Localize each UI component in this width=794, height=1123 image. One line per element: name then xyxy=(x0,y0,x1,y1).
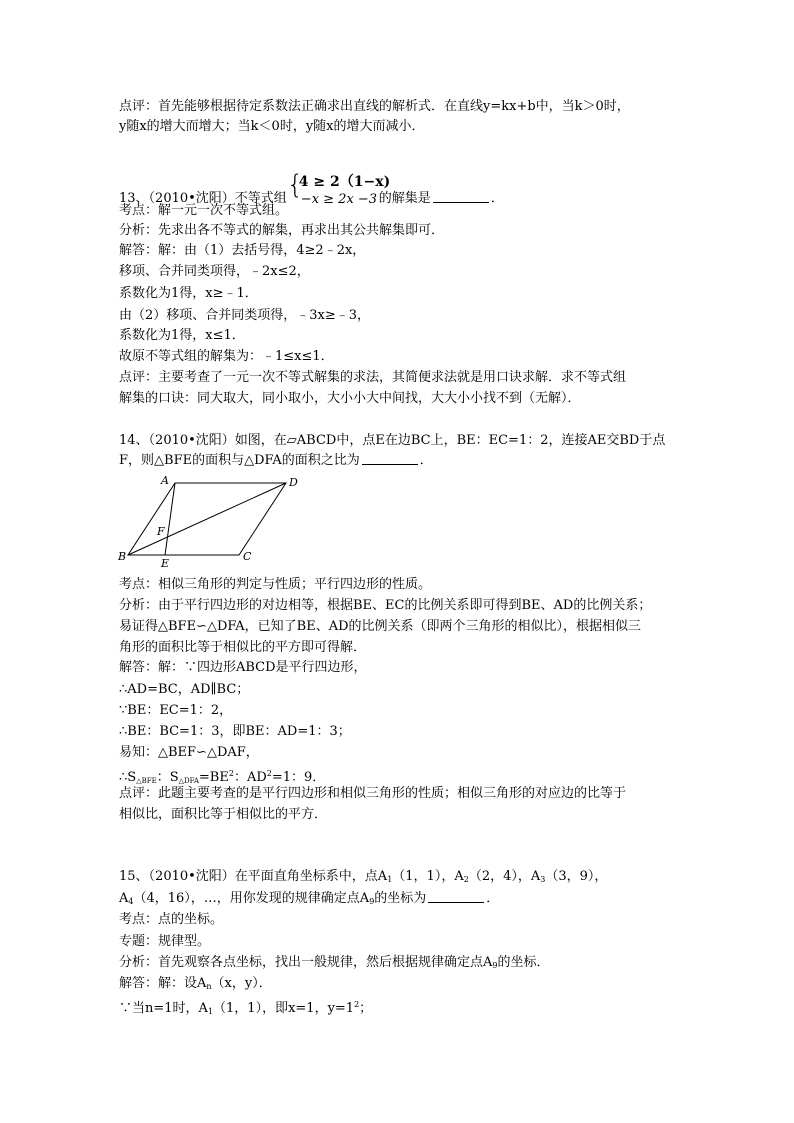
p14-jieda-5 xyxy=(119,743,259,763)
label-c: C xyxy=(243,550,252,563)
label-b: B xyxy=(118,550,127,563)
text: 系数化为1得，x≤1． xyxy=(119,328,245,343)
text: 的坐标为 xyxy=(374,891,427,906)
text: （3，9）， xyxy=(545,869,608,884)
p14-kaodian xyxy=(119,575,431,595)
text: 专题：规律型。 xyxy=(119,934,211,949)
label-e: E xyxy=(161,557,170,568)
subscript: 3 xyxy=(540,875,546,884)
text: ：S xyxy=(156,770,179,785)
p14-fenxi-1 xyxy=(119,596,651,616)
text: 解集的口诀：同大取大，同小取小，大小小大中间找，大大小小找不到（无解）． xyxy=(119,391,581,406)
text: ∵BE：EC=1：2， xyxy=(119,703,233,718)
p12-comment-line-1 xyxy=(119,97,630,117)
text: （1，1），A xyxy=(392,869,464,884)
text: ∴AD=BC，AD∥BC； xyxy=(119,682,250,697)
p14-dianping-2 xyxy=(119,805,327,825)
text: ∴S xyxy=(119,770,137,785)
text: 解答：解：∵四边形ABCD是平行四边形， xyxy=(119,660,367,675)
subscript: 9 xyxy=(492,961,498,970)
text: 的解集是 xyxy=(378,191,431,206)
p13-kaodian xyxy=(119,201,288,221)
text: （x，y）． xyxy=(211,976,272,991)
p13-jieda-5 xyxy=(119,326,245,346)
p15-stem-1 xyxy=(119,867,607,890)
text: 系数化为1得，x≥﹣1． xyxy=(119,286,258,301)
text: 易知：△BEF∽△DAF， xyxy=(119,745,259,760)
text: 考点：相似三角形的判定与性质；平行四边形的性质。 xyxy=(119,577,432,592)
p14-stem-2 xyxy=(119,451,433,471)
text: 点评：首先能够根据待定系数法正确求出直线的解析式．在直线y=kx+b中，当k＞0时， xyxy=(119,99,630,114)
text: （2，4），A xyxy=(468,869,541,884)
text: 点评：主要考查了一元一次不等式解集的求法，其简便求法就是用口诀求解．求不等式组 xyxy=(119,370,627,385)
p14-jieda-4 xyxy=(119,722,351,742)
p13-jieda-2 xyxy=(119,262,310,282)
answer-blank xyxy=(428,890,484,903)
text: ． xyxy=(419,453,433,468)
text: 由（2）移项、合并同类项得，﹣3x≥﹣3， xyxy=(119,308,371,323)
label-d: D xyxy=(289,476,298,489)
p14-jieda-2 xyxy=(119,680,249,700)
text: =BE xyxy=(198,770,229,785)
p15-fenxi xyxy=(119,953,550,976)
text: 移项、合并同类项得，﹣2x≤2， xyxy=(119,264,310,279)
p14-fenxi-3 xyxy=(119,638,366,658)
p13-dianping-1 xyxy=(119,368,626,388)
text: （1，1），即x=1，y=1 xyxy=(213,1001,355,1016)
text: 解答：解：设A xyxy=(119,976,207,991)
p13-dianping-2 xyxy=(119,389,581,409)
inequality-system xyxy=(286,170,391,208)
text: 的坐标． xyxy=(497,955,550,970)
text: 考点：解一元一次不等式组。 xyxy=(119,203,289,218)
p15-zhuanti xyxy=(119,932,210,952)
subscript: n xyxy=(206,982,212,991)
subscript: 1 xyxy=(207,1007,214,1016)
subscript: △DFA xyxy=(178,777,199,785)
text: ． xyxy=(486,891,500,906)
parallelogram-figure xyxy=(113,470,313,568)
answer-blank xyxy=(433,190,489,203)
p14-jieda-3 xyxy=(119,701,232,721)
subscript: 2 xyxy=(463,875,469,884)
text: ∴BE：BC=1：3，即BE：AD=1：3； xyxy=(119,724,351,739)
p15-jieda-1 xyxy=(119,974,272,997)
inequality-row-2: −x ≥ 2x −3 xyxy=(300,192,378,207)
p13-jieda-1 xyxy=(119,241,365,261)
subscript: 9 xyxy=(369,897,375,906)
text: F，则△BFE的面积与△DFA的面积之比为 xyxy=(119,453,360,468)
text: 分析：先求出各不等式的解集，再求出其公共解集即可． xyxy=(119,223,445,238)
segment-ae xyxy=(165,483,175,555)
label-a: A xyxy=(161,474,169,487)
superscript: 2 xyxy=(354,1000,360,1009)
p15-kaodian xyxy=(119,910,223,930)
text: A xyxy=(119,891,129,906)
text: 14、（2010•沈阳）如图，在▱ABCD中，点E在边BC上，BE：EC=1：2，连接AE交BD于点 xyxy=(119,433,666,448)
text: =1：9． xyxy=(271,770,326,785)
p13-fenxi xyxy=(119,221,444,241)
p15-jieda-2 xyxy=(119,995,372,1022)
text: ； xyxy=(359,1001,373,1016)
text: 相似比，面积比等于相似比的平方． xyxy=(119,807,328,822)
superscript: 2 xyxy=(266,769,272,778)
text: 分析：首先观察各点坐标，找出一般规律，然后根据规律确定点A xyxy=(119,955,493,970)
p15-stem-2 xyxy=(119,889,499,912)
p14-fenxi-2 xyxy=(119,617,641,637)
text: 解答：解：由（1）去括号得，4≥2﹣2x， xyxy=(119,243,366,258)
text: 易证得△BFE∽△DFA，已知了BE、AD的比例关系（即两个三角形的相似比），根据相似三 xyxy=(119,619,642,634)
text: 点评：此题主要考查的是平行四边形和相似三角形的性质；相似三角形的对应边的比等于 xyxy=(119,786,627,801)
text: ：AD xyxy=(233,770,267,785)
p14-dianping-1 xyxy=(119,784,626,804)
inequality-row-1: 4 ≥ 2（1−x) xyxy=(298,174,391,190)
p13-jieda-4 xyxy=(119,306,370,326)
brace-icon: { xyxy=(286,170,304,200)
p13-jieda-6 xyxy=(119,347,334,367)
text: 13、（2010•沈阳）不等式组 xyxy=(119,191,287,206)
subscript: 4 xyxy=(128,897,134,906)
p12-comment-line-2 xyxy=(119,117,425,137)
text: 分析：由于平行四边形的对边相等，根据BE、EC的比例关系即可得到BE、AD的比例关系； xyxy=(119,598,652,613)
p14-stem-1 xyxy=(119,431,665,451)
p14-jieda-1 xyxy=(119,658,367,678)
text: ． xyxy=(490,191,504,206)
text: （4，16），…，用你发现的规律确定点A xyxy=(133,891,370,906)
subscript: △BFE xyxy=(136,777,157,785)
subscript: 1 xyxy=(387,875,393,884)
text: 15、（2010•沈阳）在平面直角坐标系中，点A xyxy=(119,869,388,884)
superscript: 2 xyxy=(228,769,234,778)
text: 考点：点的坐标。 xyxy=(119,912,224,927)
text: y随x的增大而增大；当k＜0时，y随x的增大而减小． xyxy=(119,119,425,134)
text: 角形的面积比等于相似比的平方即可得解． xyxy=(119,640,367,655)
p13-jieda-3 xyxy=(119,284,258,304)
label-f: F xyxy=(157,525,165,538)
answer-blank xyxy=(362,452,418,465)
text: ∵当n=1时，A xyxy=(119,1001,208,1016)
text: 故原不等式组的解集为：﹣1≤x≤1． xyxy=(119,349,334,364)
